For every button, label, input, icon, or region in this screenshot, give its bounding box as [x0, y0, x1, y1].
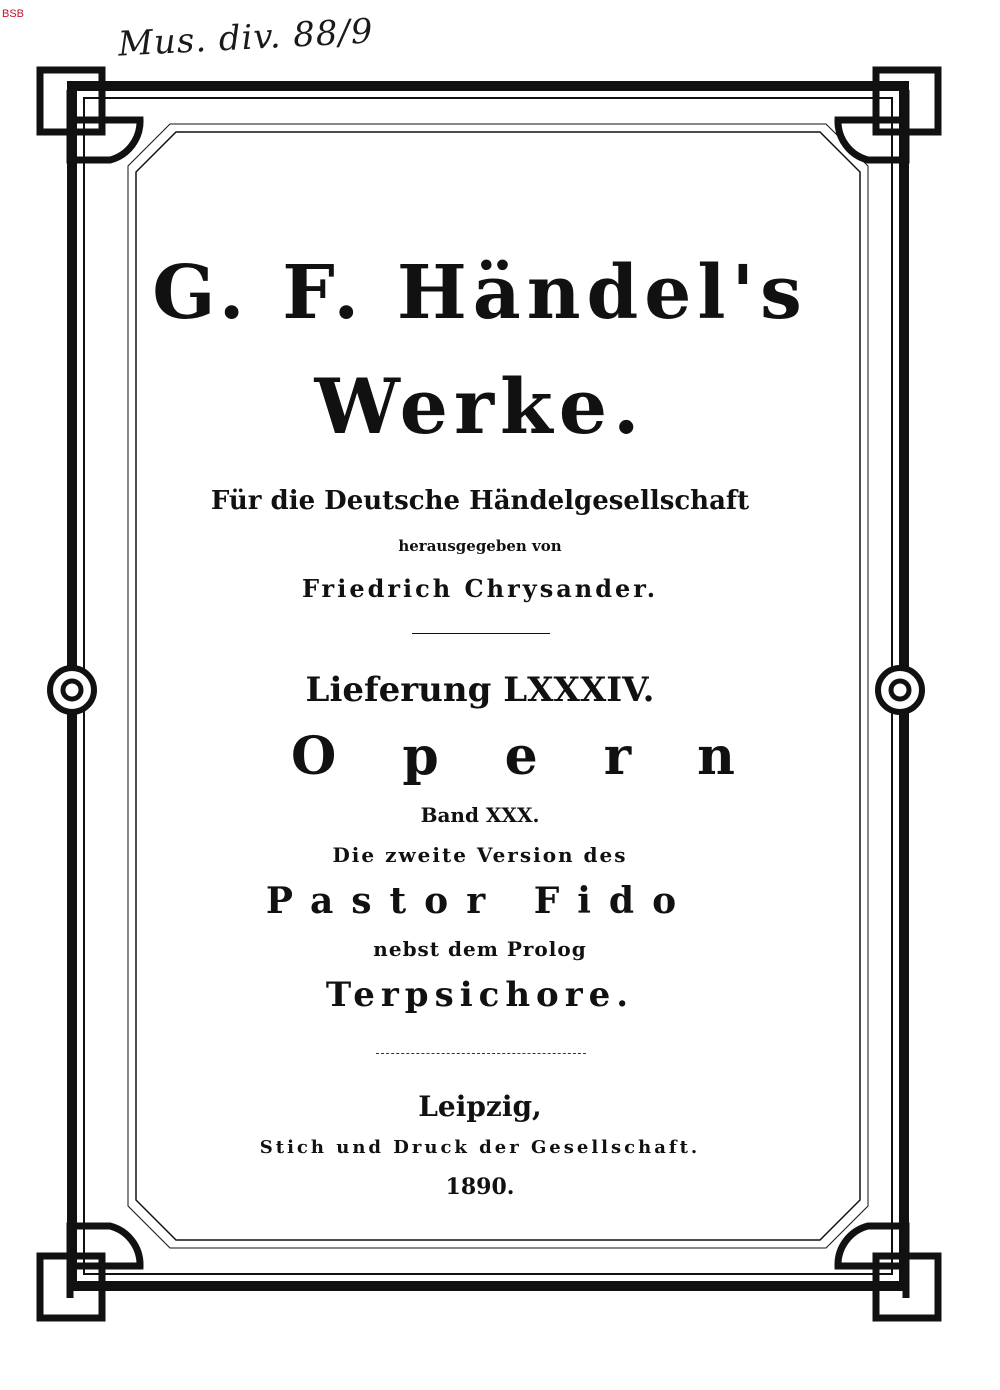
- divider-rule: [412, 633, 550, 634]
- editor-name: Friedrich Chrysander.: [301, 574, 659, 603]
- side-medallion-left: [50, 668, 94, 712]
- corner-knot-bl: [40, 1226, 140, 1318]
- imprint-printer: Stich und Druck der Gesellschaft.: [259, 1137, 701, 1158]
- editor-label: herausgegeben von: [398, 537, 562, 555]
- handwritten-shelfmark: Mus. div. 88/9: [117, 11, 375, 65]
- side-medallion-right: [878, 668, 922, 712]
- genre-heading: Opern: [291, 726, 801, 787]
- version-note: Die zweite Version des: [332, 843, 628, 867]
- society-dedication: Für die Deutsche Händelgesellschaft: [210, 486, 750, 516]
- corner-knot-br: [838, 1226, 938, 1318]
- series-title: Werke.: [314, 362, 646, 451]
- issue-number: Lieferung LXXXIV.: [305, 670, 655, 710]
- prolog-title: Terpsichore.: [325, 975, 635, 1015]
- imprint-place: Leipzig,: [418, 1090, 542, 1123]
- library-stamp: BSB: [2, 8, 25, 20]
- imprint-year: 1890.: [445, 1174, 515, 1200]
- work-title: Pastor Fido: [265, 880, 695, 922]
- divider-rule-dashed: [376, 1053, 586, 1054]
- volume-number: Band XXX.: [420, 803, 540, 827]
- composer-title: G. F. Händel's: [152, 250, 808, 336]
- prolog-label: nebst dem Prolog: [373, 937, 587, 961]
